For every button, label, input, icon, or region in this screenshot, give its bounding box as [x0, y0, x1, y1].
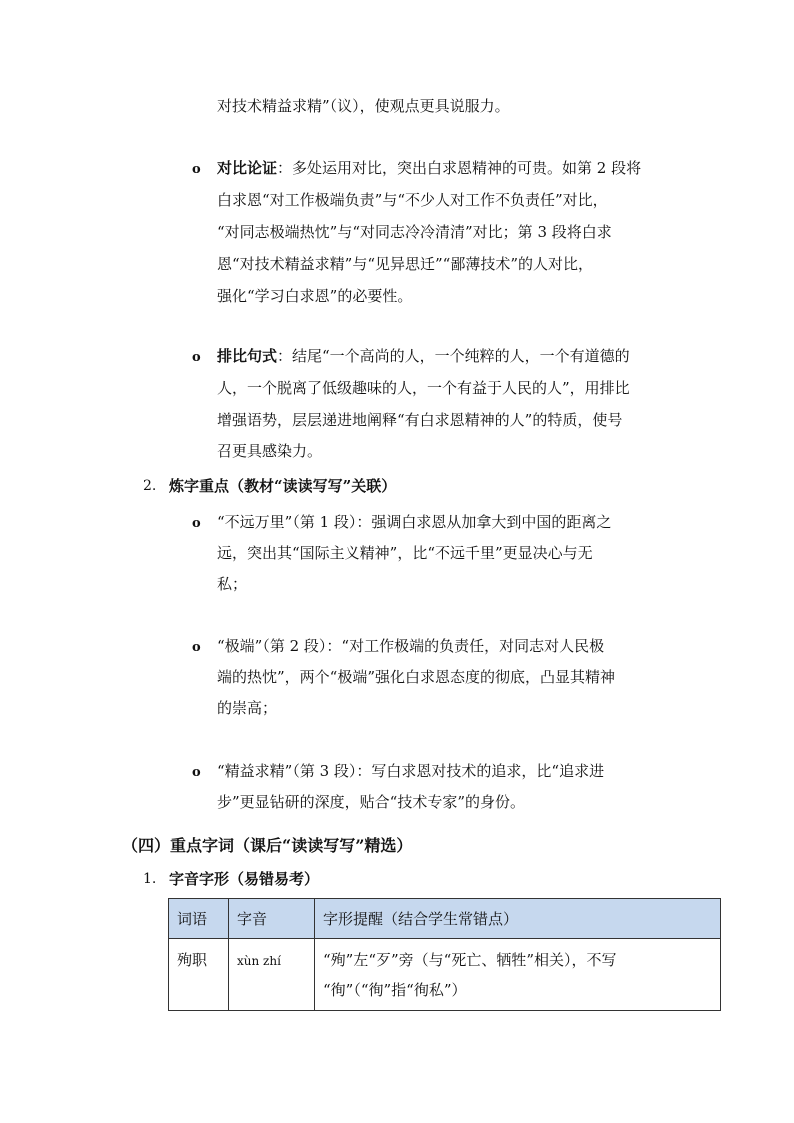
item1-line-1: “不远万里”（第 1 段）：强调白求恩从加拿大到中国的距离之: [217, 513, 612, 531]
contrast-line-3: “对同志极端热忱”与“对同志冷冷清清”对比；第 3 段将白求: [217, 223, 612, 241]
item1-line-2: 远，突出其“国际主义精神”，比“不远千里”更显决心与无: [217, 544, 593, 562]
sub1-number: 1.: [143, 871, 157, 887]
bullet-item3: o: [192, 765, 201, 780]
bullet-item2: o: [192, 640, 201, 655]
header-note: 字形提醒（结合学生常错点）: [315, 899, 721, 939]
parallel-text-1: ：结尾“一个高尚的人，一个纯粹的人，一个有道德的: [277, 347, 630, 365]
item1-line-3: 私；: [217, 575, 248, 593]
parallel-line-1: [217, 346, 630, 366]
contrast-line-1: [217, 158, 641, 178]
item2-line-3: 的崇高；: [217, 699, 278, 717]
bullet-item1: o: [192, 516, 201, 531]
parallel-label: 排比句式: [217, 347, 278, 365]
note-line-2: “徇”（“徇”指“徇私”）: [323, 981, 467, 999]
parallel-line-3: 增强语势，层层递进地阐释“有白求恩精神的人”的特质，使号: [217, 411, 623, 429]
bullet-contrast: o: [192, 162, 201, 177]
table-header-row: [169, 899, 721, 939]
header-pinyin: 字音: [229, 899, 315, 939]
parallel-line-4: 召更具感染力。: [217, 442, 323, 460]
words-table: [168, 898, 721, 1011]
item3-line-2: 步”更显钻研的深度，贴合“技术专家”的身份。: [217, 793, 526, 811]
note-line-1: “殉”左“歹”旁（与“死亡、牺牲”相关），不写: [323, 951, 617, 969]
sub1-title: 字音字形（易错易考）: [169, 870, 320, 888]
bullet-parallel: o: [192, 350, 201, 365]
cell-word: 殉职: [169, 939, 229, 1011]
parallel-line-2: 人，一个脱离了低级趣味的人，一个有益于人民的人”，用排比: [217, 379, 630, 397]
contrast-line-5: 强化“学习白求恩”的必要性。: [217, 287, 413, 305]
cell-pinyin: [229, 939, 315, 1011]
contrast-line-2: 白求恩“对工作极端负责”与“不少人对工作不负责任”对比，: [217, 191, 608, 209]
item3-line-1: “精益求精”（第 3 段）：写白求恩对技术的追求，比“追求进: [217, 762, 605, 780]
contrast-line-4: 恩“对技术精益求精”与“见异思迁”“鄙薄技术”的人对比，: [217, 255, 594, 273]
pinyin-text: xùn zhí: [237, 954, 281, 968]
cell-note: [315, 939, 721, 1011]
item2-line-1: “极端”（第 2 段）：“对工作极端的负责任，对同志对人民极: [217, 637, 605, 655]
contrast-text-1: ：多处运用对比，突出白求恩精神的可贵。如第 2 段将: [277, 159, 642, 177]
section4-title: （四）重点字词（课后“读读写写”精选）: [122, 836, 413, 855]
table-row: [169, 939, 721, 1011]
intro-line: 对技术精益求精”（议），使观点更具说服力。: [217, 97, 510, 115]
header-word: 词语: [169, 899, 229, 939]
section2-number: 2.: [143, 478, 157, 494]
section2-title: 炼字重点（教材“读读写写”关联）: [169, 477, 397, 495]
item2-line-2: 端的热忱”，两个“极端”强化白求恩态度的彻底，凸显其精神: [217, 668, 616, 686]
contrast-label: 对比论证: [217, 159, 278, 177]
